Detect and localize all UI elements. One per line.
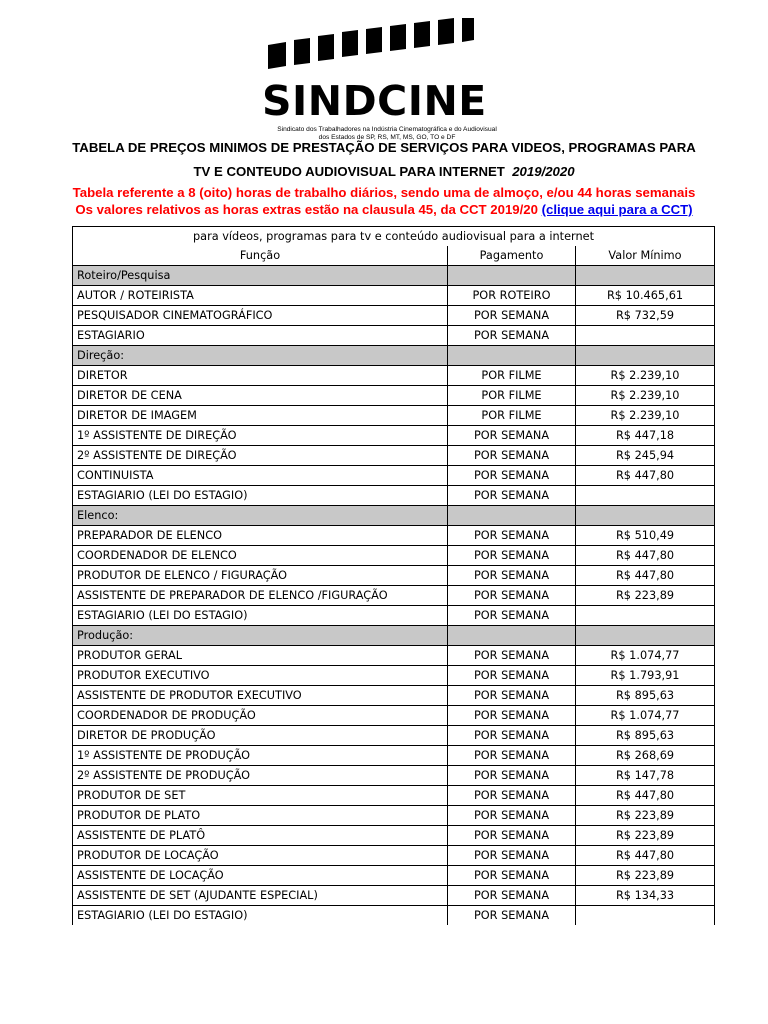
table-row [73, 366, 715, 386]
valor-cell: R$ 223,89 [576, 866, 715, 886]
table-row [73, 706, 715, 726]
section-empty-cell [576, 266, 715, 286]
clapperboard-stripes-icon [268, 18, 474, 72]
funcao-cell: PRODUTOR DE PLATO [73, 806, 448, 826]
funcao-cell: DIRETOR DE CENA [73, 386, 448, 406]
pagamento-cell: POR SEMANA [448, 326, 576, 346]
header-funcao: Função [73, 246, 448, 266]
price-table [72, 226, 715, 925]
pagamento-cell: POR SEMANA [448, 646, 576, 666]
valor-cell: R$ 732,59 [576, 306, 715, 326]
valor-cell: R$ 10.465,61 [576, 286, 715, 306]
section-row [73, 626, 715, 646]
section-empty-cell [448, 626, 576, 646]
table-row [73, 526, 715, 546]
pagamento-cell: POR SEMANA [448, 426, 576, 446]
header-pagamento: Pagamento [448, 246, 576, 266]
funcao-cell: PRODUTOR EXECUTIVO [73, 666, 448, 686]
table-header-row [73, 246, 715, 266]
overtime-note [0, 202, 768, 217]
funcao-cell: 2º ASSISTENTE DE PRODUÇÃO [73, 766, 448, 786]
header-valor: Valor Mínimo [576, 246, 715, 266]
funcao-cell: DIRETOR [73, 366, 448, 386]
funcao-cell: PRODUTOR DE LOCAÇÃO [73, 846, 448, 866]
section-empty-cell [576, 626, 715, 646]
table-row [73, 406, 715, 426]
funcao-cell: PREPARADOR DE ELENCO [73, 526, 448, 546]
valor-cell: R$ 1.074,77 [576, 646, 715, 666]
table-row [73, 546, 715, 566]
valor-cell: R$ 223,89 [576, 826, 715, 846]
valor-cell: R$ 447,80 [576, 846, 715, 866]
valor-cell: R$ 895,63 [576, 726, 715, 746]
pagamento-cell: POR SEMANA [448, 826, 576, 846]
table-row [73, 906, 715, 926]
pagamento-cell: POR SEMANA [448, 306, 576, 326]
table-row [73, 846, 715, 866]
valor-cell: R$ 1.074,77 [576, 706, 715, 726]
table-row [73, 606, 715, 626]
table-row [73, 446, 715, 466]
funcao-cell: ESTAGIARIO (LEI DO ESTAGIO) [73, 906, 448, 926]
pagamento-cell: POR SEMANA [448, 686, 576, 706]
pagamento-cell: POR SEMANA [448, 466, 576, 486]
funcao-cell: PRODUTOR GERAL [73, 646, 448, 666]
table-row [73, 306, 715, 326]
pagamento-cell: POR SEMANA [448, 606, 576, 626]
table-row [73, 746, 715, 766]
section-label: Elenco: [73, 506, 448, 526]
valor-cell: R$ 895,63 [576, 686, 715, 706]
pagamento-cell: POR FILME [448, 366, 576, 386]
table-row [73, 686, 715, 706]
document-title-line1: TABELA DE PREÇOS MINIMOS DE PRESTAÇÃO DE SERVIÇOS PARA VIDEOS, PROGRAMAS PARA [72, 140, 696, 155]
pagamento-cell: POR SEMANA [448, 766, 576, 786]
pagamento-cell: POR SEMANA [448, 586, 576, 606]
valor-cell: R$ 2.239,10 [576, 406, 715, 426]
table-row [73, 726, 715, 746]
funcao-cell: ESTAGIARIO (LEI DO ESTAGIO) [73, 486, 448, 506]
valor-cell: R$ 2.239,10 [576, 386, 715, 406]
table-row [73, 286, 715, 306]
document-title-line2 [0, 164, 768, 179]
valor-cell: R$ 447,80 [576, 566, 715, 586]
table-row [73, 826, 715, 846]
table-row [73, 766, 715, 786]
pagamento-cell: POR SEMANA [448, 806, 576, 826]
pagamento-cell: POR FILME [448, 386, 576, 406]
valor-cell [576, 906, 715, 926]
logo-subtitle-line1: Sindicato dos Trabalhadores na Indústria Cinematográfica e do Audiovisual [277, 126, 497, 133]
table-row [73, 806, 715, 826]
table-row [73, 666, 715, 686]
valor-cell: R$ 2.239,10 [576, 366, 715, 386]
section-empty-cell [448, 266, 576, 286]
valor-cell: R$ 1.793,91 [576, 666, 715, 686]
funcao-cell: PESQUISADOR CINEMATOGRÁFICO [73, 306, 448, 326]
funcao-cell: PRODUTOR DE ELENCO / FIGURAÇÃO [73, 566, 448, 586]
funcao-cell: DIRETOR DE PRODUÇÃO [73, 726, 448, 746]
section-row [73, 266, 715, 286]
funcao-cell: AUTOR / ROTEIRISTA [73, 286, 448, 306]
logo-subtitle-line2: dos Estados de SP, RS, MT, MS, GO, TO e DF [318, 134, 456, 141]
valor-cell: R$ 245,94 [576, 446, 715, 466]
funcao-cell: CONTINUISTA [73, 466, 448, 486]
pagamento-cell: POR ROTEIRO [448, 286, 576, 306]
section-empty-cell [448, 346, 576, 366]
valor-cell: R$ 223,89 [576, 586, 715, 606]
section-row [73, 506, 715, 526]
valor-cell: R$ 134,33 [576, 886, 715, 906]
pagamento-cell: POR SEMANA [448, 886, 576, 906]
pagamento-cell: POR SEMANA [448, 866, 576, 886]
table-row [73, 646, 715, 666]
section-empty-cell [576, 506, 715, 526]
document-title-year: 2019/2020 [512, 164, 575, 179]
valor-cell [576, 606, 715, 626]
valor-cell: R$ 447,18 [576, 426, 715, 446]
valor-cell: R$ 510,49 [576, 526, 715, 546]
pagamento-cell: POR SEMANA [448, 726, 576, 746]
pagamento-cell: POR SEMANA [448, 846, 576, 866]
funcao-cell: ASSISTENTE DE PLATÔ [73, 826, 448, 846]
table-row [73, 866, 715, 886]
hours-note: Tabela referente a 8 (oito) horas de trabalho diários, sendo uma de almoço, e/ou 44 horas semanais [72, 185, 696, 200]
table-caption-row [73, 227, 715, 247]
pagamento-cell: POR SEMANA [448, 446, 576, 466]
funcao-cell: ASSISTENTE DE PREPARADOR DE ELENCO /FIGURAÇÃO [73, 586, 448, 606]
funcao-cell: 1º ASSISTENTE DE DIREÇÃO [73, 426, 448, 446]
funcao-cell: 2º ASSISTENTE DE DIREÇÃO [73, 446, 448, 466]
pagamento-cell: POR SEMANA [448, 706, 576, 726]
document-title-text: TV E CONTEUDO AUDIOVISUAL PARA INTERNET [193, 164, 505, 179]
table-caption: para vídeos, programas para tv e conteúdo audiovisual para a internet [73, 227, 715, 247]
pagamento-cell: POR SEMANA [448, 526, 576, 546]
cct-link[interactable]: (clique aqui para a CCT) [541, 202, 693, 217]
funcao-cell: 1º ASSISTENTE DE PRODUÇÃO [73, 746, 448, 766]
pagamento-cell: POR SEMANA [448, 566, 576, 586]
table-row [73, 886, 715, 906]
funcao-cell: COORDENADOR DE PRODUÇÃO [73, 706, 448, 726]
funcao-cell: ASSISTENTE DE PRODUTOR EXECUTIVO [73, 686, 448, 706]
pagamento-cell: POR SEMANA [448, 486, 576, 506]
valor-cell [576, 486, 715, 506]
funcao-cell: ASSISTENTE DE LOCAÇÃO [73, 866, 448, 886]
pagamento-cell: POR SEMANA [448, 666, 576, 686]
sindcine-logo [262, 18, 512, 141]
funcao-cell: ESTAGIARIO (LEI DO ESTAGIO) [73, 606, 448, 626]
logo-name: SINDCINE [262, 77, 487, 125]
pagamento-cell: POR SEMANA [448, 546, 576, 566]
section-label: Roteiro/Pesquisa [73, 266, 448, 286]
valor-cell: R$ 268,69 [576, 746, 715, 766]
table-row [73, 426, 715, 446]
table-row [73, 566, 715, 586]
funcao-cell: ASSISTENTE DE SET (AJUDANTE ESPECIAL) [73, 886, 448, 906]
valor-cell: R$ 447,80 [576, 546, 715, 566]
funcao-cell: COORDENADOR DE ELENCO [73, 546, 448, 566]
pagamento-cell: POR FILME [448, 406, 576, 426]
valor-cell: R$ 447,80 [576, 466, 715, 486]
valor-cell: R$ 147,78 [576, 766, 715, 786]
overtime-note-text: Os valores relativos as horas extras estão na clausula 45, da CCT 2019/20 [75, 202, 538, 217]
section-label: Produção: [73, 626, 448, 646]
valor-cell [576, 326, 715, 346]
section-label: Direção: [73, 346, 448, 366]
pagamento-cell: POR SEMANA [448, 786, 576, 806]
table-row [73, 466, 715, 486]
valor-cell: R$ 447,80 [576, 786, 715, 806]
section-empty-cell [448, 506, 576, 526]
table-row [73, 386, 715, 406]
table-row [73, 326, 715, 346]
funcao-cell: PRODUTOR DE SET [73, 786, 448, 806]
valor-cell: R$ 223,89 [576, 806, 715, 826]
pagamento-cell: POR SEMANA [448, 906, 576, 926]
funcao-cell: ESTAGIARIO [73, 326, 448, 346]
table-row [73, 586, 715, 606]
pagamento-cell: POR SEMANA [448, 746, 576, 766]
section-row [73, 346, 715, 366]
section-empty-cell [576, 346, 715, 366]
table-row [73, 786, 715, 806]
table-row [73, 486, 715, 506]
funcao-cell: DIRETOR DE IMAGEM [73, 406, 448, 426]
